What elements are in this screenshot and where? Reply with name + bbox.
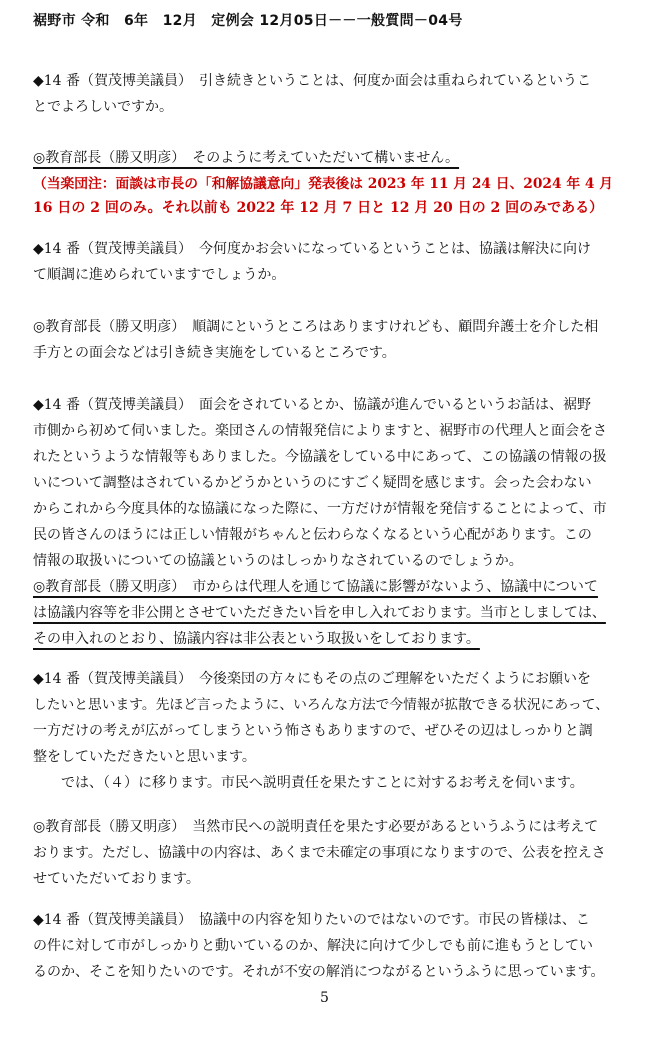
question-block-1 (33, 68, 618, 120)
text-line: ◆14 番（賀茂博美議員） 引き続きということは、何度か面会は重ねられているというこ (33, 73, 592, 89)
text-line: ◎教育部長（勝又明彦） 市からは代理人を通じて協議に影響がないよう、協議中について (33, 579, 598, 595)
question-block-4 (33, 666, 618, 796)
text-line: 一方だけの考えが広がってしまうという怖さもありますので、ぜひその辺はしっかりと調 (33, 723, 593, 739)
text-line: では、（４）に移ります。市民へ説明責任を果たすことに対するお考えを伺います。 (33, 775, 584, 791)
question-block-5 (33, 907, 618, 985)
text-line: したいと思います。先ほど言ったように、いろんな方法で今情報が拡散できる状況にあって、 (33, 697, 609, 713)
text-line: ◎教育部長（勝又明彦） 当然市民への説明責任を果たす必要があるというふうには考えて (33, 819, 599, 835)
text-line: 整をしていただきたいと思います。 (33, 749, 256, 765)
text-line: ◎教育部長（勝又明彦） そのように考えていただいて構いません。 (33, 150, 460, 166)
answer-block-4 (33, 814, 618, 892)
text-line: 市側から初めて伺いました。楽団さんの情報発信によりますと、裾野市の代理人と面会をさ (33, 423, 607, 439)
text-line: ◎教育部長（勝又明彦） 順調にというところはありますけれども、顧問弁護士を介した相 (33, 319, 599, 335)
text-line: は協議内容等を非公開とさせていただきたい旨を申し入れております。当市としましては、 (33, 605, 606, 621)
text-line: て順調に進められていますでしょうか。 (33, 267, 286, 283)
page-number: 5 (320, 990, 329, 1006)
text-line: ◆14 番（賀茂博美議員） 今何度かお会いになっているということは、協議は解決に向け (33, 241, 592, 257)
text-line: おります。ただし、協議中の内容は、あくまで未確定の事項になりますので、公表を控えさ (33, 845, 606, 861)
text-line: とでよろしいですか。 (33, 99, 173, 115)
question-block-3 (33, 392, 618, 574)
document-header: 裾野市 令和 6年 12月 定例会 12月05日－－一般質問－04号 (33, 13, 463, 29)
text-line: 情報の取扱いについての協議というのはしっかりなされているのでしょうか。 (33, 553, 523, 569)
answer-block-1 (33, 145, 618, 171)
answer-block-2 (33, 314, 618, 366)
text-line: その申入れのとおり、協議内容は非公表という取扱いをしております。 (33, 631, 480, 647)
note-line: （当楽団注：面談は市長の「和解協議意向」発表後は 2023 年 11 月 24 日、2024 年 4 月 (33, 176, 613, 192)
text-line: いについて調整はされているかどうかというのにすごく疑問を感じます。会った会わない (33, 475, 592, 491)
answer-block-3 (33, 574, 618, 652)
text-line: からこれから今度具体的な協議になった際に、一方だけが情報を発信することによって、市 (33, 501, 607, 517)
text-line: 手方との面会などは引き続き実施をしているところです。 (33, 345, 396, 361)
question-block-2 (33, 236, 618, 288)
text-line: ◆14 番（賀茂博美議員） 面会をされているとか、協議が進んでいるというお話は、裾野 (33, 397, 592, 413)
text-line: るのか、そこを知りたいのです。それが不安の解消につながるというふうに思っています。 (33, 964, 605, 980)
text-line: の件に対して市がしっかりと動いているのか、解決に向けて少しでも前に進もうとしてい (33, 938, 593, 954)
troupe-note (33, 172, 618, 220)
note-line: 16 日の 2 回のみ。それ以前も 2022 年 12 月 7 日と 12 月 20 日の 2 回のみである） (33, 200, 604, 216)
text-line: せていただいております。 (33, 871, 200, 887)
text-line: 民の皆さんのほうには正しい情報がちゃんと伝わらなくなるという心配があります。この (33, 527, 592, 543)
text-line: れたというような情報等もありました。今協議をしている中にあって、この協議の情報の扱 (33, 449, 607, 465)
text-line: ◆14 番（賀茂博美議員） 今後楽団の方々にもその点のご理解をいただくようにお願いを (33, 671, 592, 687)
text-line: ◆14 番（賀茂博美議員） 協議中の内容を知りたいのではないのです。市民の皆様は、こ (33, 912, 590, 928)
